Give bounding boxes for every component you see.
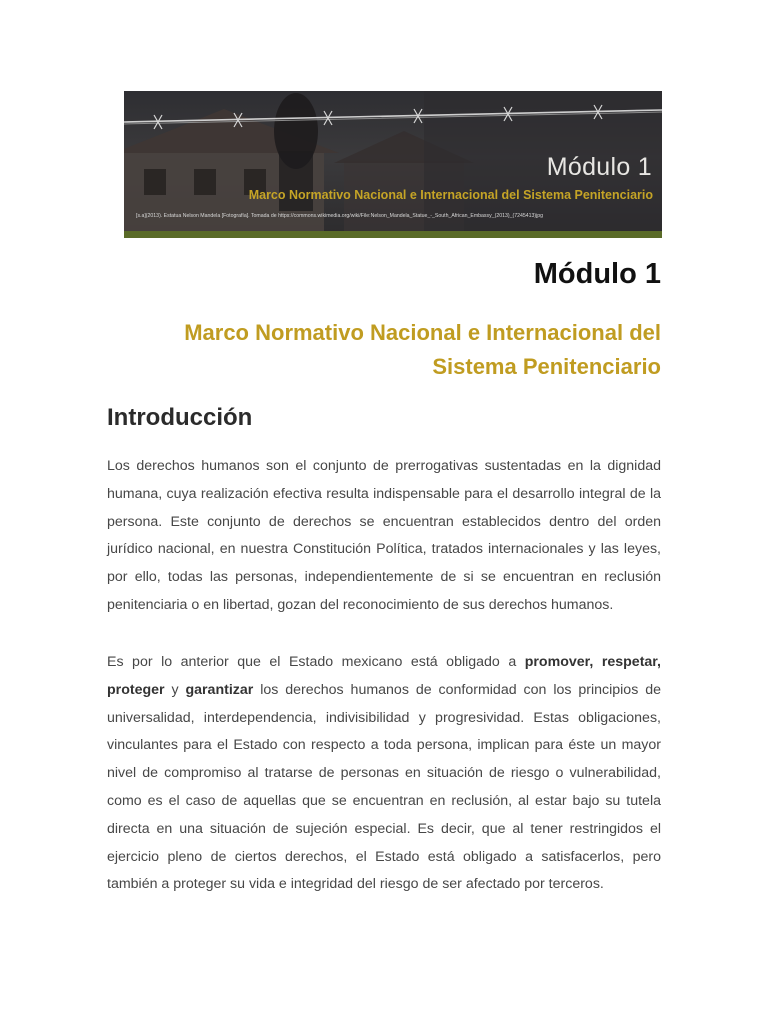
module-subtitle: Marco Normativo Nacional e Internacional del Sistema Penitenciario: [184, 320, 661, 379]
banner-title: Módulo 1: [546, 153, 652, 181]
intro-paragraph-2: [107, 649, 661, 899]
paragraph-2-connector: y: [164, 681, 186, 698]
banner-subtitle: Marco Normativo Nacional e Internacional del Sistema Penitenciario: [248, 188, 653, 202]
paragraph-2-bold-guarantee: garantizar: [185, 681, 254, 698]
module-banner: [124, 91, 662, 238]
paragraph-2-body: los derechos humanos de conformidad con los principios de universalidad, interdependencia, indivisibilidad y progresividad. Estas obligaciones, vinculantes para el Estado con respecto a toda persona, implican para éste un mayor nivel de compromiso al tratarse de personas en situación de riesgo o vulnerabilidad, como es el caso de aquellas que se encuentran en reclusión, al estar bajo su tutela directa en una situación de sujeción especial. Es decir, que al tener restringidos el ejercicio pleno de ciertos derechos, el Estado está obligado a satisfacerlos, pero también a proteger su vida e integridad del riesgo de ser afectado por terceros.: [107, 681, 661, 893]
paragraph-2-intro: Es por lo anterior que el Estado mexicano está obligado a: [107, 654, 525, 670]
banner-grass-strip: [124, 231, 662, 238]
module-title: Módulo 1: [533, 258, 661, 290]
banner-photo-credit: [s.a](2013). Estatua Nelson Mandela [Fotografía]. Tomada de https://commons.wikimedia.org/wiki/File:Nelson_Mandela_Statue_-_South_African_Embassy_(2013)_(7245413)jpg: [136, 213, 544, 219]
intro-paragraph-1: Los derechos humanos son el conjunto de prerrogativas sustentadas en la dignidad humana, cuya realización efectiva resulta indispensable para el desarrollo integral de la persona. Este conjunto de derechos se encuentran establecidos dentro del orden jurídico nacional, en nuestra Constitución Política, tratados internacionales y las leyes, por ello, todas las personas, independientemente de si se encuentran en reclusión penitenciaria o en libertad, gozan del reconocimiento de sus derechos humanos.: [107, 458, 661, 613]
section-title-introduccion: Introducción: [107, 404, 253, 431]
paragraph-2-bold-obligations: promover, respetar, proteger: [107, 654, 661, 698]
